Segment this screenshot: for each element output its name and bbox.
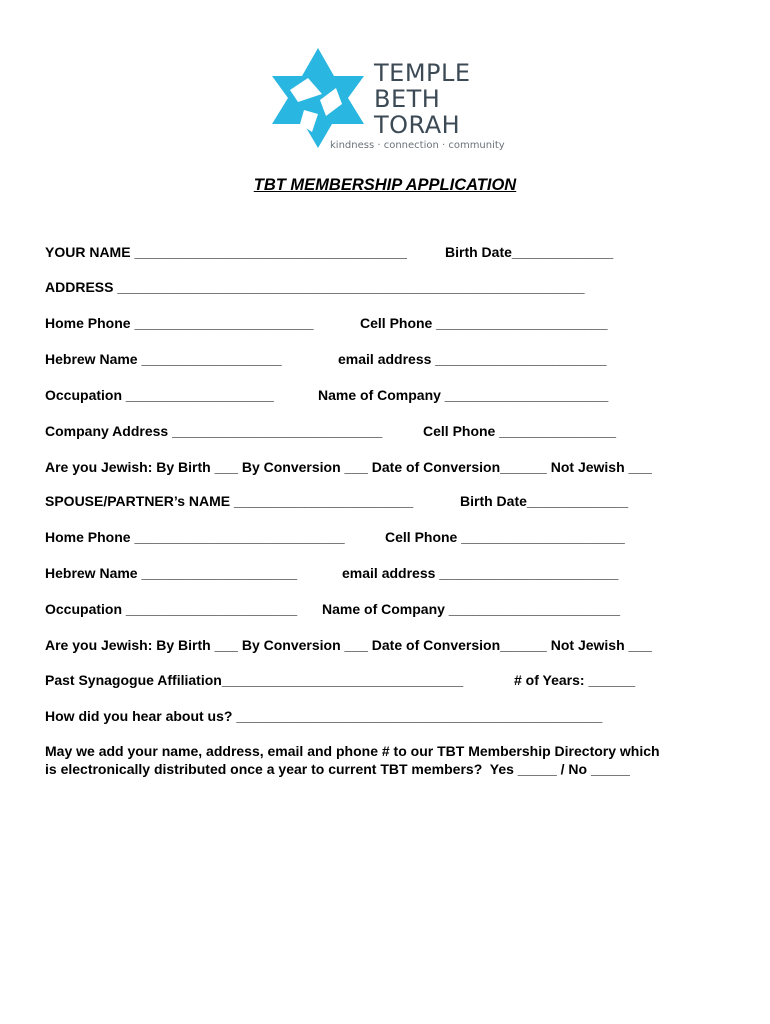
company-name-field[interactable]: Name of Company _____________________ <box>318 387 609 403</box>
address-field[interactable]: ADDRESS ____________________________________________________________ <box>45 279 585 295</box>
spouse-occupation-field[interactable]: Occupation ______________________ <box>45 601 298 617</box>
form-row-hebrew <box>45 351 607 367</box>
directory-question <box>45 742 735 778</box>
email-field[interactable]: email address ______________________ <box>338 351 607 367</box>
spouse-cell-phone-field[interactable]: Cell Phone _____________________ <box>385 529 625 545</box>
form-row-phones <box>45 315 608 331</box>
company-address-field[interactable]: Company Address ___________________________ <box>45 423 383 439</box>
logo-word-temple: TEMPLE <box>374 59 471 87</box>
logo-word-beth: BETH <box>374 85 441 113</box>
hebrew-name-field[interactable]: Hebrew Name __________________ <box>45 351 282 367</box>
form-row-name <box>45 244 614 260</box>
logo-tagline: kindness · connection · community <box>330 140 505 151</box>
form-row-affiliation <box>45 672 636 688</box>
logo-word-torah: TORAH <box>374 111 461 139</box>
birth-date-field[interactable]: Birth Date_____________ <box>445 244 614 260</box>
form-row-how-heard <box>45 708 602 724</box>
form-row-spouse-phones <box>45 529 625 545</box>
form-row-company-address <box>45 423 617 439</box>
jewish-status-field[interactable]: Are you Jewish: By Birth ___ By Conversion ___ Date of Conversion______ Not Jewish ___ <box>45 459 652 475</box>
form-row-spouse <box>45 493 629 509</box>
cell-phone-field[interactable]: Cell Phone ______________________ <box>360 315 608 331</box>
temple-beth-torah-logo <box>268 40 508 160</box>
form-row-jewish <box>45 459 652 475</box>
past-affiliation-field[interactable]: Past Synagogue Affiliation_______________________________ <box>45 672 464 688</box>
page-title: TBT MEMBERSHIP APPLICATION <box>253 176 517 194</box>
form-row-spouse-occupation <box>45 601 621 617</box>
how-heard-field[interactable]: How did you hear about us? _______________________________________________ <box>45 708 603 724</box>
spouse-birth-date-field[interactable]: Birth Date_____________ <box>460 493 629 509</box>
form-row-occupation <box>45 387 609 403</box>
star-of-david-icon <box>268 40 368 155</box>
company-cell-field[interactable]: Cell Phone _______________ <box>423 423 617 439</box>
occupation-field[interactable]: Occupation ___________________ <box>45 387 274 403</box>
spouse-home-phone-field[interactable]: Home Phone ___________________________ <box>45 529 345 545</box>
spouse-name-field[interactable]: SPOUSE/PARTNER’s NAME _______________________ <box>45 493 414 509</box>
form-row-spouse-hebrew <box>45 565 619 581</box>
form-row-spouse-jewish <box>45 637 652 653</box>
home-phone-field[interactable]: Home Phone _______________________ <box>45 315 314 331</box>
form-row-address <box>45 279 585 295</box>
spouse-email-field[interactable]: email address _______________________ <box>342 565 619 581</box>
spouse-hebrew-name-field[interactable]: Hebrew Name ____________________ <box>45 565 298 581</box>
directory-question-line2[interactable]: is electronically distributed once a year to current TBT members? Yes _____ / No _____ <box>45 761 630 777</box>
spouse-jewish-status-field[interactable]: Are you Jewish: By Birth ___ By Conversion ___ Date of Conversion______ Not Jewish ___ <box>45 637 652 653</box>
your-name-field[interactable]: YOUR NAME ___________________________________ <box>45 244 407 260</box>
years-field[interactable]: # of Years: ______ <box>514 672 636 688</box>
directory-question-line1: May we add your name, address, email and phone # to our TBT Membership Directory which <box>45 743 660 759</box>
spouse-company-name-field[interactable]: Name of Company ______________________ <box>322 601 621 617</box>
